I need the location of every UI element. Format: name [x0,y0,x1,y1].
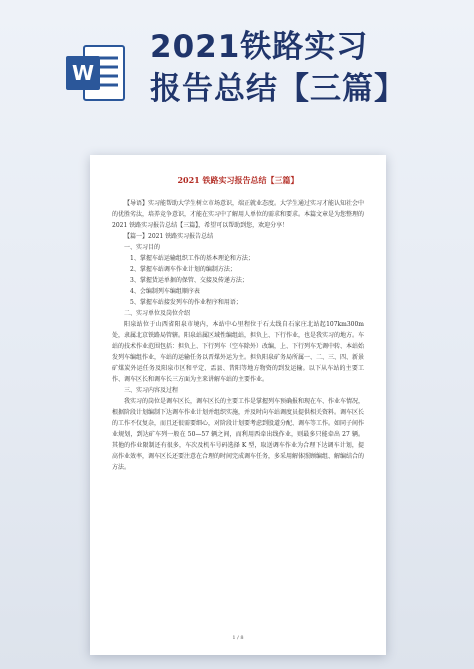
header-banner [0,0,474,150]
goal-item: 1、掌握车站运输组织工作的基本理论和方法； [130,255,254,262]
banner-title-line1: 2021铁路实习 [150,29,369,65]
goal-item: 4、会编制列车编组顺序表 [130,288,200,295]
banner-title [150,26,406,110]
goal-item: 5、掌握车站接发列车的作业程序和用语； [130,299,242,306]
section-heading: 【篇一】2021 铁路实习报告总结 [124,233,214,240]
document-page [90,155,386,655]
goal-item: 2、掌握车站调车作业计划的编制方法； [130,266,236,273]
page-number: 1 / 8 [232,635,244,641]
document-body [112,175,364,473]
word-document-icon [62,40,128,106]
heading-unit: 二、实习单位及岗位介绍 [124,310,191,317]
intro-paragraph: 【导语】实习能帮助大学生树立市场意识，端正就业态度。大学生通过实习才能认知社会中的优胜劣汰，培养竞争意识，才能在实习中了解用人单位的需求和要求。本篇文章是为您整理的 2021 铁路实习报告总结【三篇】，希望可以帮助到您，欢迎分享！ [112,200,365,229]
document-title: 2021 铁路实习报告总结【三篇】 [177,175,299,185]
banner-title-line2: 报告总结【三篇】 [150,71,406,107]
content-paragraph: 我实习的岗位是调车区长，调车区长的主要工作是掌握列车预确报和现在车、作业车情况，根据阶段计划编制下达调车作业计划并组织实施，并及时向车站调度员提供相关资料。调车区长的工作不仅复杂，而且还很需要细心，对阶段计划要考虑到股道分配、调车等工作。如同子间作业规划，到达矿车列一般在 50—57 辆之间，而利用西牵出线作业，则最多只能牵出 27 辆。其他的作业限制还有很多，车次及机车号码选择 K 型，取送调车作业为合理下达调车计划，提高作业效率，调车区长还要注意在合理的时间完成调车任务，多采用解体照顾编组、解编结合的方法。 [112,398,365,471]
unit-paragraph: 阳泉站位于山西省阳泉市境内，本站中心里程位于石太线自石家庄北站起107km300m 处，隶属北京铁路局管辖。阳泉站属区域性编组站，担负上、下行作业，也是我实习的地方。车站的技术作业范围包括：担负上、下行列车（空车除外）改编，上、下行列车无调中转、本站始发列车编组作业，车站的运输任务以晋煤外运为主。担负阳泉矿务局所属一、二、三、四、新景矿煤炭外运任务及阳泉市区和平定、盂县、昔阳等地方物资的到发运输。以下从车站的主要工作、调车区长和调车长三方面为主来讲解车站的主要作业。 [112,321,365,383]
heading-goals: 一、实习目的 [124,244,161,251]
svg-text:W: W [71,61,95,85]
goal-item: 3、掌握货运单据的保管、交接及传递方法； [130,277,248,284]
heading-content: 三、实习内容及过程 [124,387,179,394]
